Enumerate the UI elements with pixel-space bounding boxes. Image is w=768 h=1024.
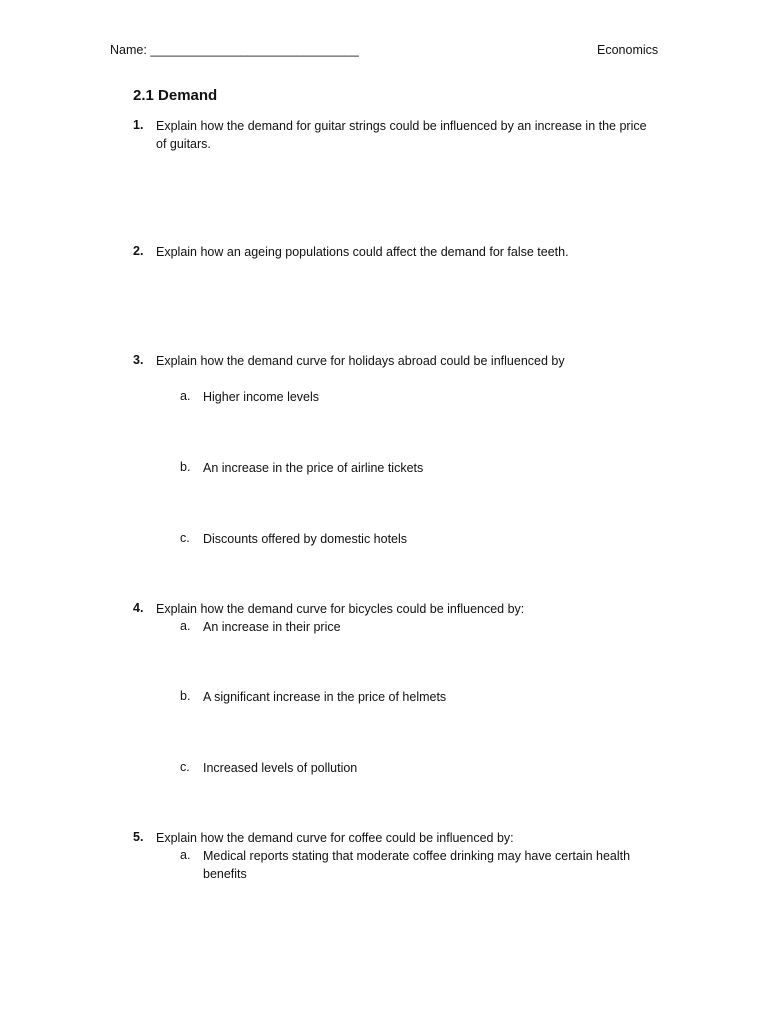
question-2-number: 2.	[133, 244, 144, 258]
question-3b-text: An increase in the price of airline tickets	[203, 461, 424, 475]
question-4b-letter: b.	[180, 689, 191, 703]
question-3b-letter: b.	[180, 460, 191, 474]
question-3a-text: Higher income levels	[203, 390, 320, 404]
question-1-number: 1.	[133, 118, 144, 132]
question-4c-letter: c.	[180, 760, 190, 774]
question-4a-letter: a.	[180, 619, 191, 633]
question-3-text: Explain how the demand curve for holidays abroad could be influenced by	[156, 354, 565, 368]
question-4-text: Explain how the demand curve for bicycles could be influenced by:	[156, 602, 525, 616]
question-3a-letter: a.	[180, 389, 191, 403]
name-label: Name:	[110, 43, 147, 57]
question-3-number: 3.	[133, 353, 144, 367]
question-4c-text: Increased levels of pollution	[203, 761, 358, 775]
question-5-number: 5.	[133, 830, 144, 844]
question-3c-text: Discounts offered by domestic hotels	[203, 532, 408, 546]
worksheet-title: 2.1 Demand	[133, 87, 218, 104]
question-2-text: Explain how an ageing populations could affect the demand for false teeth.	[156, 245, 569, 259]
question-5a-text: Medical reports stating that moderate coffee drinking may have certain health benefits	[203, 849, 631, 881]
question-3c-letter: c.	[180, 531, 190, 545]
subject-label: Economics	[597, 43, 659, 57]
question-1-text: Explain how the demand for guitar strings could be influenced by an increase in the price of guitars.	[156, 119, 647, 151]
name-blank-line: ______________________________	[150, 43, 359, 57]
question-4b-text: A significant increase in the price of helmets	[203, 690, 447, 704]
question-5a-letter: a.	[180, 848, 191, 862]
question-4-number: 4.	[133, 601, 144, 615]
question-5-text: Explain how the demand curve for coffee could be influenced by:	[156, 831, 514, 845]
name-field	[110, 43, 359, 57]
question-4a-text: An increase in their price	[203, 620, 341, 634]
